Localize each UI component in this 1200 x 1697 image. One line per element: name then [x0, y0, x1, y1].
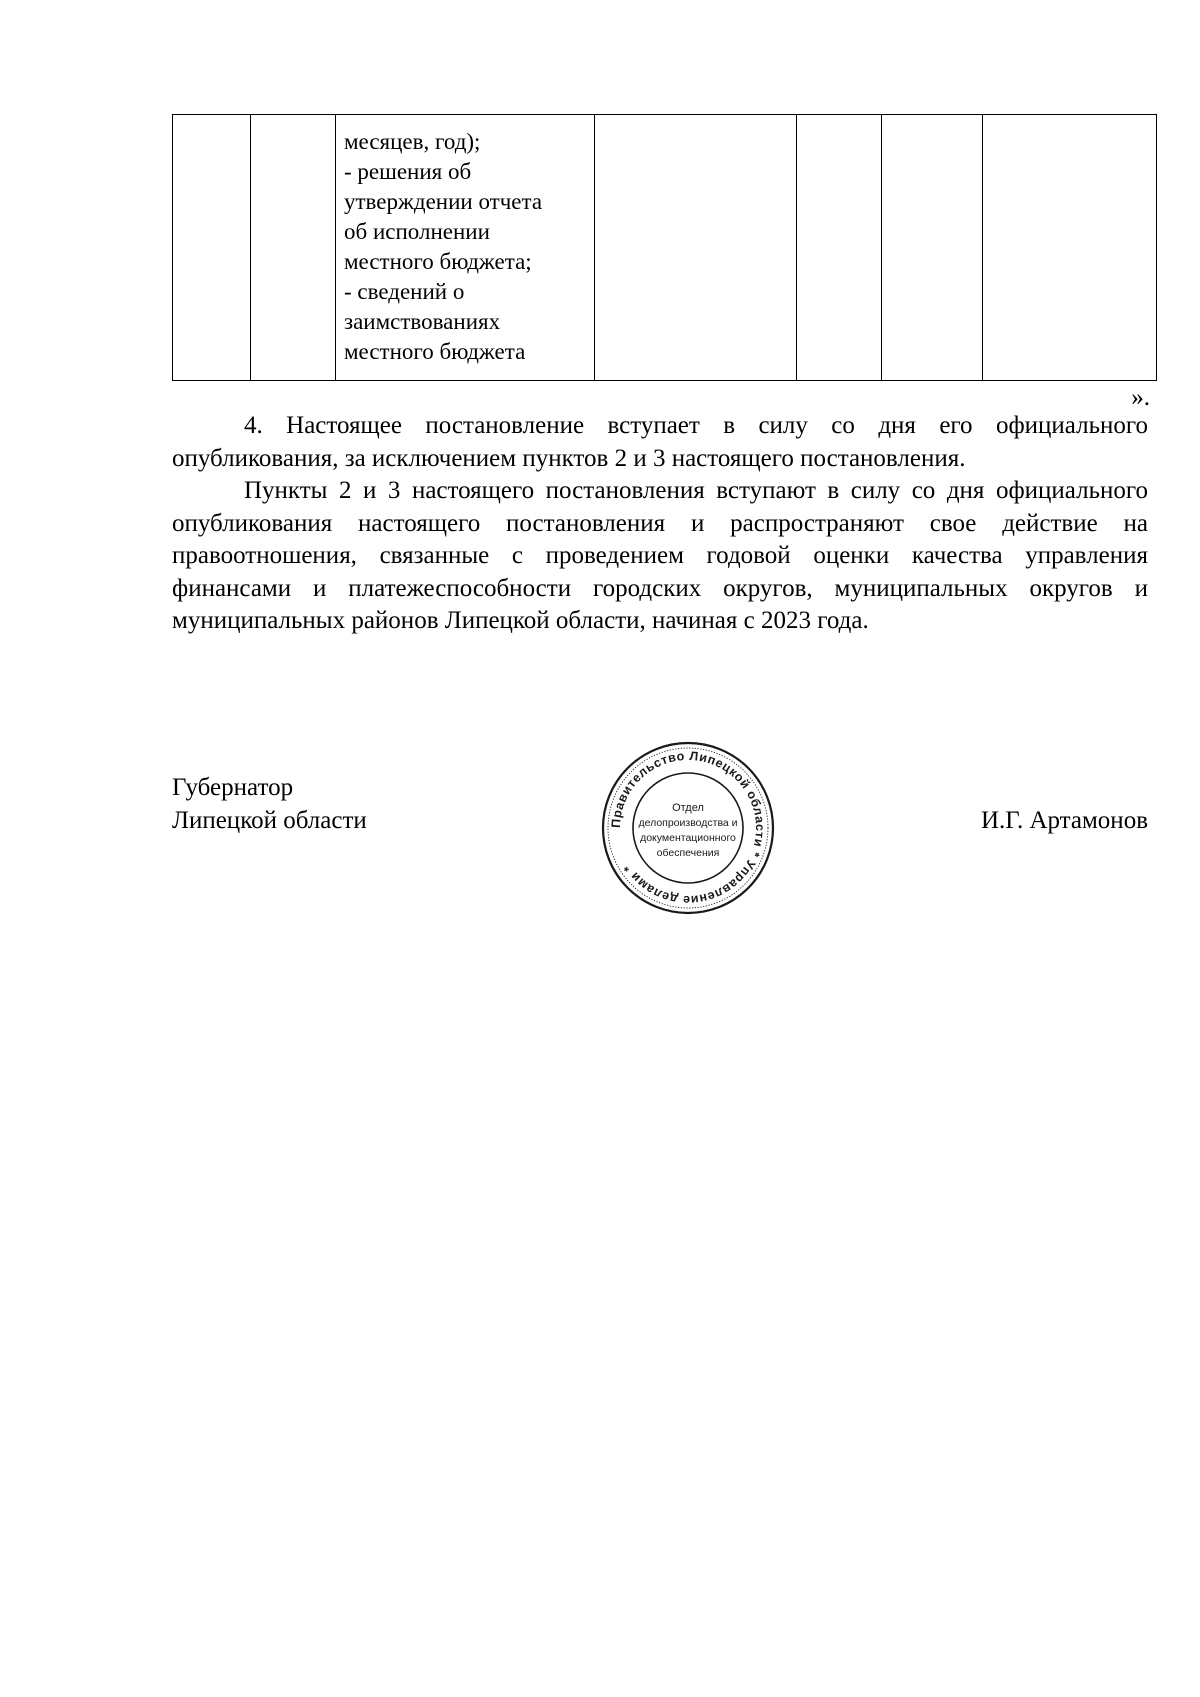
table-cell [797, 115, 882, 381]
signatory-position-line1: Губернатор [172, 774, 294, 801]
table-cell [983, 115, 1157, 381]
cell-text-line: заимствованиях [344, 309, 501, 334]
seal-center-line-4: обеспечения [656, 847, 720, 859]
table-row [173, 115, 1157, 381]
table-cell [251, 115, 336, 381]
document-body [172, 410, 1148, 638]
signatory-name: И.Г. Артамонов [981, 806, 1148, 834]
paragraph-item-4: 4. Настоящее постановление вступает в силу со дня его официального опубликования, за исключением пунктов 2 и 3 настоящего постановления. [172, 412, 1148, 472]
table-cell [595, 115, 797, 381]
seal-outer-text: Правительство Липецкой области * Управление делами * [608, 748, 768, 908]
seal-center-line-1: Отдел [672, 802, 704, 814]
cell-text-line: - решения об [344, 159, 472, 184]
table-body [173, 115, 1157, 381]
signatory-position [172, 772, 367, 837]
table-cell [336, 115, 595, 381]
closing-quote: ». [1131, 384, 1150, 411]
paragraph-effective-dates: Пункты 2 и 3 настоящего постановления вступают в силу со дня официального опубликования настоящего постановления и распространяют свое действие на правоотношения, связанные с проведением годовой оценки качества управления финансами и платежеспособности городских округов, муниципальных округов и муниципальных районов Липецкой области, начиная с 2023 года. [172, 477, 1148, 634]
seal-graphic [600, 740, 776, 916]
signatory-position-line2: Липецкой области [172, 806, 367, 834]
continuation-table-wrapper [172, 114, 1156, 381]
cell-text-line: об исполнении [344, 219, 490, 244]
cell-text-line: местного бюджета [344, 339, 526, 364]
seal-center-line-3: документационного [640, 832, 736, 844]
cell-text-line: - сведений о [344, 279, 465, 304]
cell-text-line: месяцев, год); [344, 129, 481, 154]
cell-text-line: утверждении отчета [344, 189, 543, 214]
official-seal-stamp [600, 740, 776, 916]
seal-center-line-2: делопроизводства и [638, 817, 738, 829]
table-cell [882, 115, 983, 381]
table-cell [173, 115, 251, 381]
continuation-table [172, 114, 1157, 381]
cell-text-line: местного бюджета; [344, 249, 532, 274]
